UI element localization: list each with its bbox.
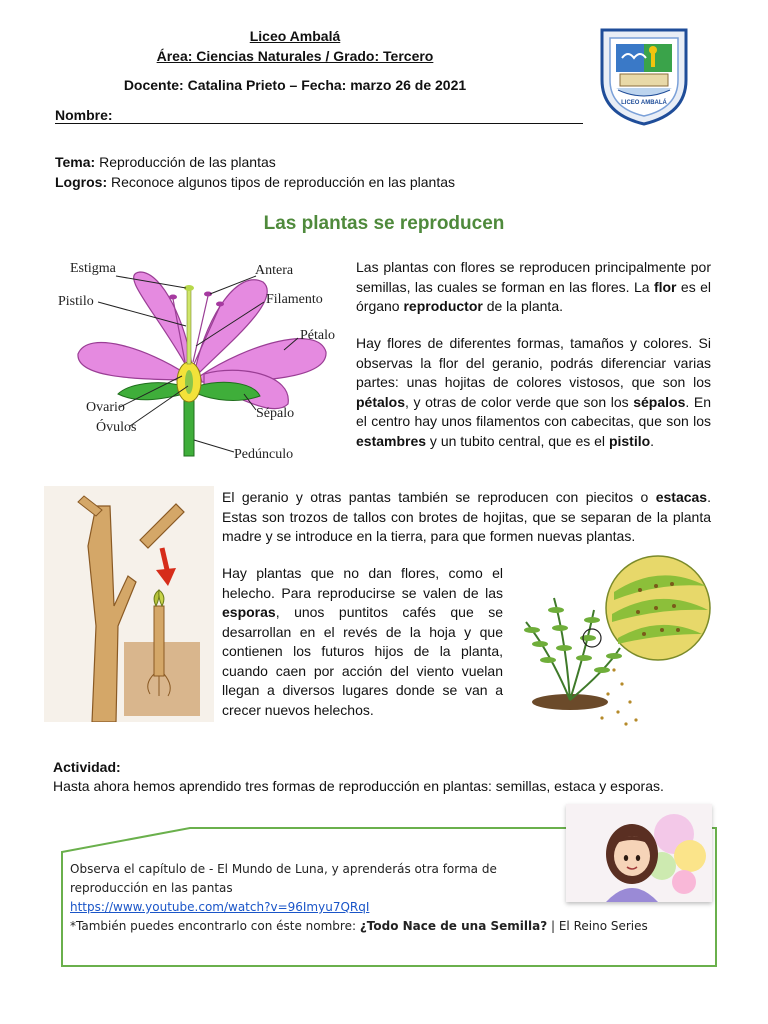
label-antera: Antera (255, 263, 294, 278)
text: | El Reino Series (547, 919, 648, 933)
paragraph-spores (222, 564, 503, 720)
school-logo (596, 24, 692, 128)
text: . (650, 432, 655, 449)
bold-estacas: estacas (655, 489, 708, 505)
text: . Estas son trozos de tallos con brotes de hojitas, que se separan de la planta madre y se introduce en la tierra, para que formen nuevas plantas. (222, 489, 711, 544)
text: , unos puntitos cafés que se desarrollan en el revés de la hoja y que contienen los futuros hijos de la planta, cuando caen por acción del viento vuelan llegan a diversos lugares donde se van a crecer nuevos helechos. (222, 604, 503, 718)
paragraph-flower-parts (356, 334, 711, 451)
text: , y otras de color verde que son los (405, 393, 634, 410)
tema-label: Tema: (55, 154, 96, 170)
tema-line (55, 153, 276, 173)
activity-label: Actividad: (53, 759, 121, 775)
text: de la planta. (482, 298, 563, 314)
teacher-date-line: Docente: Catalina Prieto – Fecha: marzo 26 de 2021 (123, 77, 467, 93)
label-pistilo: Pistilo (58, 294, 94, 309)
text: . En el centro hay unos filamentos con cabecitas, que son los (356, 393, 711, 429)
area-grade-line: Área: Ciencias Naturales / Grado: Tercero (156, 48, 434, 64)
callout-line-3 (70, 917, 670, 936)
callout-line-1: Observa el capítulo de - El Mundo de Luna, y aprenderás otra forma de (70, 862, 497, 876)
label-pedunculo: Pedúnculo (234, 447, 294, 462)
callout-line-2: reproducción en las pantas (70, 881, 233, 895)
activity-text: Hasta ahora hemos aprendido tres formas de reproducción en plantas: semillas, estaca y esporas. (53, 778, 664, 794)
text: Hay plantas que no dan flores, como el helecho. Para reproducirse se valen de las (222, 565, 503, 601)
flower-illustration (48, 254, 348, 474)
label-ovario: Ovario (86, 400, 125, 415)
bold-esporas: esporas (222, 604, 276, 620)
name-label: Nombre: (55, 107, 113, 123)
label-ovulos: Óvulos (96, 420, 137, 435)
episode-title: ¿Todo Nace de una Semilla? (359, 919, 548, 933)
label-petalo: Pétalo (300, 328, 335, 343)
bold-reproductor: reproductor (403, 298, 483, 314)
text: El geranio y otras pantas también se reproducen con piecitos o (222, 489, 656, 505)
text: y un tubito central, que es el (426, 432, 609, 449)
name-underline (55, 123, 583, 124)
flower-diagram (48, 254, 348, 474)
label-estigma: Estigma (70, 261, 116, 276)
fern-illustration (510, 552, 716, 730)
paragraph-flowers-intro (356, 258, 711, 317)
bold-estambres: estambres (356, 432, 427, 449)
school-name: Liceo Ambalá (249, 28, 341, 44)
bold-petalos: pétalos (356, 393, 406, 410)
label-sepalo: Sépalo (256, 406, 295, 421)
text: Las plantas con flores se reproducen principalmente por semillas, las cuales se forman en las flores. La (356, 259, 711, 295)
text: Hay flores de diferentes formas, tamaños y colores. Si observas la flor del geranio, podrás diferenciar varias partes: unas hojitas de colores vistosos, que son los (356, 335, 711, 390)
bold-flor: flor (653, 278, 677, 295)
bold-sepalos: sépalos (633, 393, 686, 410)
youtube-link[interactable]: https://www.youtube.com/watch?v=96Imyu7QRqI (70, 900, 370, 914)
logros-line (55, 173, 455, 193)
text: *También puedes encontrarlo con éste nombre: (70, 919, 360, 933)
girl-illustration (566, 804, 712, 902)
logros-label: Logros: (55, 174, 108, 190)
cutting-illustration (44, 486, 214, 722)
text: es el órgano (356, 278, 711, 314)
logros-value: Reconoce algunos tipos de reproducción en las plantas (111, 174, 456, 190)
paragraph-cuttings (222, 488, 711, 547)
logo-text: LICEO AMBALÁ (621, 100, 667, 106)
label-filamento: Filamento (266, 292, 323, 307)
page-title: Las plantas se reproducen (263, 213, 505, 234)
tema-value: Reproducción de las plantas (99, 154, 276, 170)
bold-pistilo: pistilo (608, 432, 651, 449)
